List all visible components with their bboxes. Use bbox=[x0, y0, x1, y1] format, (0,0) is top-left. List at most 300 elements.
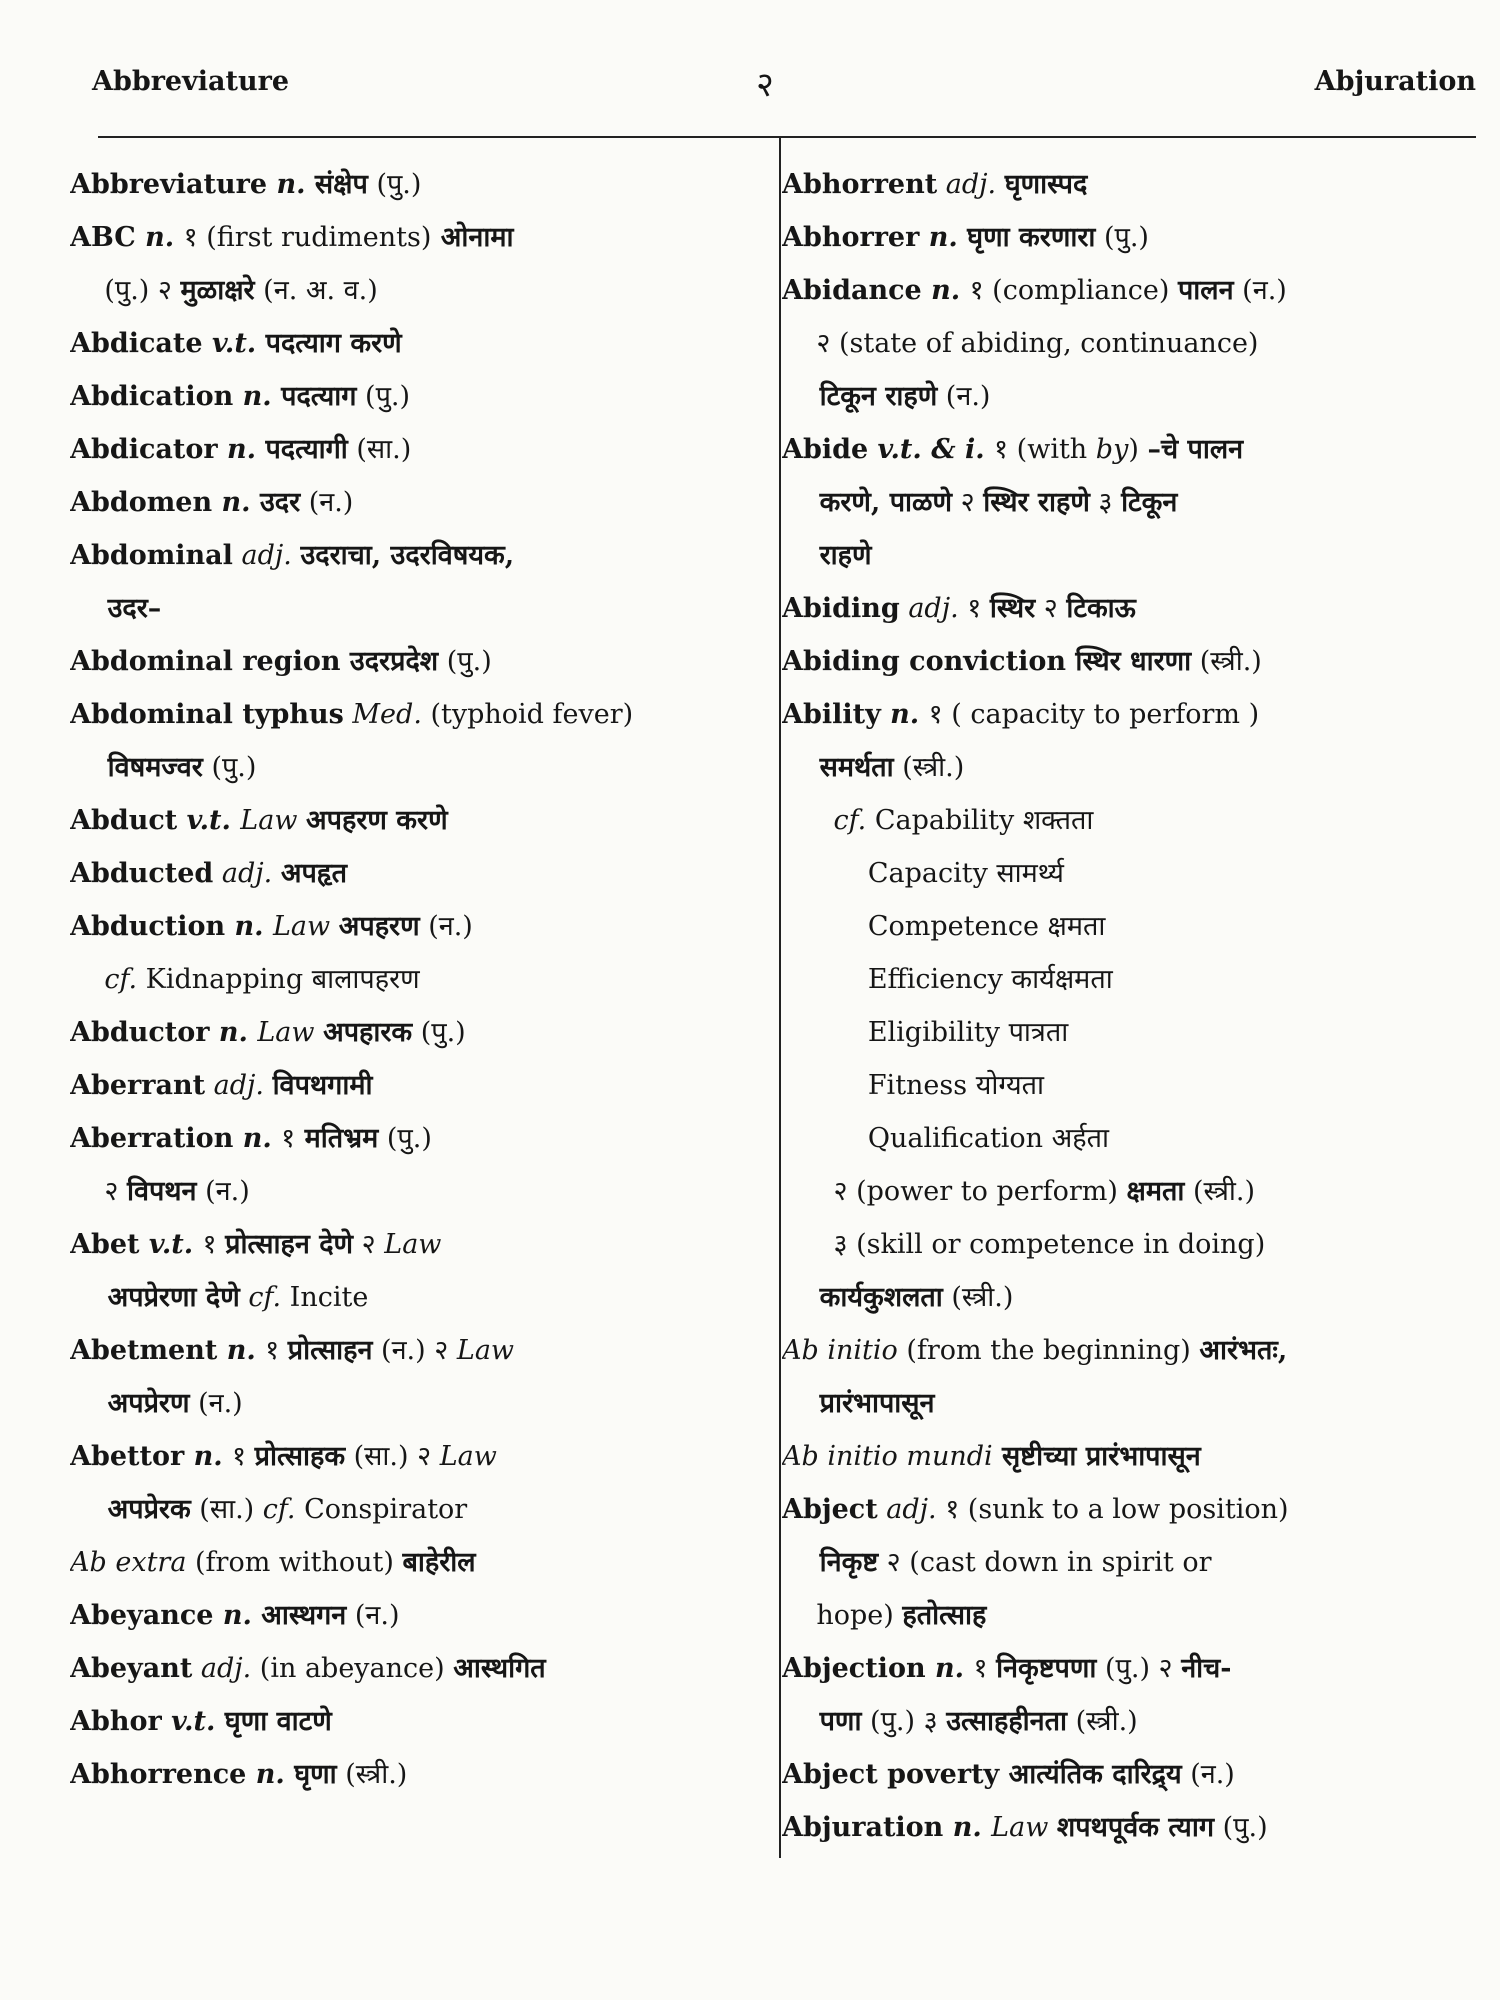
entry-segment: १ (sunk to a low position) bbox=[945, 1494, 1289, 1525]
entry-segment: n. bbox=[943, 1812, 992, 1843]
marathi-gloss: आस्थगन bbox=[261, 1600, 347, 1631]
entry-text bbox=[782, 317, 1258, 370]
entry-text bbox=[782, 900, 1105, 953]
entry-line bbox=[782, 1112, 1472, 1165]
entry-segment: n. bbox=[213, 1600, 262, 1631]
entry-text bbox=[782, 1006, 1068, 1059]
entry-segment: n. bbox=[233, 381, 282, 412]
entry-text bbox=[70, 1165, 250, 1218]
marathi-gloss: पदत्याग करणे bbox=[265, 328, 402, 359]
entry-line bbox=[782, 1430, 1472, 1483]
entry-segment: २ bbox=[70, 1176, 127, 1207]
entry-segment: (पु.) bbox=[367, 169, 422, 200]
marathi-gloss: अपप्रेरणा देणे bbox=[70, 1282, 240, 1313]
headword: Ability bbox=[782, 699, 881, 730]
entry-text bbox=[70, 953, 420, 1006]
entry-text bbox=[70, 1271, 368, 1324]
entry-segment: २ (power to perform) bbox=[782, 1176, 1127, 1207]
entry-segment: n. bbox=[212, 487, 260, 518]
marathi-gloss: नीच- bbox=[1181, 1653, 1232, 1684]
entry-text bbox=[782, 1536, 1211, 1589]
entry-line bbox=[782, 741, 1472, 794]
entry-line bbox=[782, 529, 1472, 582]
marathi-gloss: प्रारंभापासून bbox=[782, 1388, 935, 1419]
entry-text bbox=[70, 1642, 546, 1695]
entry-line bbox=[70, 900, 750, 953]
entry-line bbox=[782, 211, 1472, 264]
headword: Abdication bbox=[70, 381, 234, 412]
marathi-gloss: घृणा वाटणे bbox=[224, 1706, 332, 1737]
entry-segment: (न.) bbox=[346, 1600, 400, 1631]
entry-text bbox=[782, 370, 990, 423]
marathi-gloss: आस्थगित bbox=[453, 1653, 546, 1684]
headword: Abetment bbox=[70, 1335, 218, 1366]
entry-segment: १ ( capacity to perform ) bbox=[928, 699, 1260, 730]
entry-segment: (पु.) २ bbox=[1096, 1653, 1182, 1684]
entry-text bbox=[70, 688, 633, 741]
marathi-gloss: स्थिर धारणा bbox=[1065, 646, 1192, 677]
headword: Abettor bbox=[70, 1441, 185, 1472]
headword: Abbreviature bbox=[70, 169, 268, 200]
entry-text bbox=[70, 158, 421, 211]
entry-line bbox=[782, 582, 1472, 635]
entry-segment: hope) bbox=[782, 1600, 903, 1631]
entry-segment: n. bbox=[921, 275, 970, 306]
entry-segment: v.t. bbox=[177, 805, 241, 836]
entry-text bbox=[70, 1748, 407, 1801]
entry-line bbox=[70, 1165, 750, 1218]
headword: Abdomen bbox=[70, 487, 213, 518]
marathi-gloss: सृष्टीच्या प्रारंभापासून bbox=[992, 1441, 1201, 1472]
entry-line bbox=[70, 1271, 750, 1324]
entry-text bbox=[70, 264, 378, 317]
entry-text bbox=[782, 794, 1093, 847]
entry-segment: ३ (skill or competence in doing) bbox=[782, 1229, 1266, 1260]
marathi-gloss: कार्यकुशलता bbox=[782, 1282, 943, 1313]
entry-text bbox=[782, 1430, 1201, 1483]
entry-segment: Med. bbox=[343, 699, 431, 730]
entry-segment: (स्त्री.) bbox=[893, 752, 965, 783]
entry-text bbox=[782, 847, 1064, 900]
marathi-gloss: विषमज्वर bbox=[70, 752, 203, 783]
entry-segment: १ (first rudiments) bbox=[183, 222, 432, 253]
entry-line bbox=[782, 635, 1472, 688]
entry-text bbox=[782, 264, 1287, 317]
entry-line bbox=[782, 900, 1472, 953]
entry-text bbox=[782, 1801, 1268, 1854]
entry-text bbox=[70, 1430, 497, 1483]
entry-text bbox=[70, 635, 492, 688]
entry-text bbox=[70, 1377, 243, 1430]
entry-text bbox=[782, 1589, 986, 1642]
entry-segment: १ (with bbox=[994, 434, 1096, 465]
entry-line bbox=[782, 1324, 1472, 1377]
entry-text bbox=[70, 317, 402, 370]
entry-segment: (पु.) bbox=[202, 752, 257, 783]
running-head-left: Abbreviature bbox=[92, 66, 290, 97]
entry-segment: Efficiency कार्यक्षमता bbox=[782, 964, 1113, 995]
entry-text bbox=[70, 423, 411, 476]
entry-segment: (पु.) bbox=[1095, 222, 1149, 253]
entry-line bbox=[70, 1324, 750, 1377]
headword: Abet bbox=[70, 1229, 140, 1260]
entry-segment: १ bbox=[967, 593, 990, 624]
entry-segment: (पु.) bbox=[412, 1017, 466, 1048]
marathi-gloss: निकृष्ट bbox=[782, 1547, 879, 1578]
entry-segment: २ (cast down in spirit or bbox=[878, 1547, 1212, 1578]
entry-line bbox=[70, 1642, 750, 1695]
marathi-gloss: पणा bbox=[782, 1706, 862, 1737]
entry-line bbox=[70, 1695, 750, 1748]
marathi-gloss: स्थिर राहणे bbox=[983, 487, 1090, 518]
marathi-gloss: समर्थता bbox=[782, 752, 894, 783]
marathi-gloss: क्षमता bbox=[1126, 1176, 1185, 1207]
entry-segment: Law bbox=[991, 1812, 1057, 1843]
entry-line bbox=[782, 1218, 1472, 1271]
entry-line bbox=[70, 1006, 750, 1059]
entry-line bbox=[70, 1536, 750, 1589]
headword: Abdominal typhus bbox=[70, 699, 344, 730]
entry-line bbox=[70, 1059, 750, 1112]
entry-segment: २ bbox=[1035, 593, 1067, 624]
marathi-gloss: राहणे bbox=[782, 540, 872, 571]
marathi-gloss: उदरप्रदेश bbox=[340, 646, 439, 677]
marathi-gloss: विपथगामी bbox=[272, 1070, 373, 1101]
entry-segment: (from the beginning) bbox=[897, 1335, 1200, 1366]
entry-text bbox=[70, 1059, 373, 1112]
entry-text bbox=[782, 1112, 1109, 1165]
entry-segment: n. bbox=[246, 1759, 295, 1790]
entry-segment: (स्त्री.) bbox=[1067, 1706, 1138, 1737]
entry-line bbox=[782, 688, 1472, 741]
entry-line bbox=[782, 953, 1472, 1006]
marathi-gloss: अपहरण करणे bbox=[306, 805, 448, 836]
marathi-gloss: विपथन bbox=[126, 1176, 197, 1207]
headword: Abeyant bbox=[70, 1653, 193, 1684]
column-divider bbox=[779, 138, 781, 1858]
entry-segment: Qualification अर्हता bbox=[782, 1123, 1110, 1154]
entry-line bbox=[782, 1589, 1472, 1642]
marathi-gloss: निकृष्टपणा bbox=[996, 1653, 1097, 1684]
marathi-gloss: अपहृत bbox=[280, 858, 348, 889]
entry-segment: Law bbox=[257, 1017, 324, 1048]
entry-segment: Law bbox=[240, 805, 307, 836]
headword: Abduction bbox=[70, 911, 226, 942]
marathi-gloss: अपप्रेरक bbox=[70, 1494, 191, 1525]
entry-line bbox=[70, 582, 750, 635]
entry-text bbox=[782, 688, 1259, 741]
headword: Abdicator bbox=[70, 434, 218, 465]
entry-segment: २ bbox=[952, 487, 984, 518]
entry-line bbox=[70, 1748, 750, 1801]
entry-segment: by bbox=[1095, 434, 1129, 465]
entry-segment: Competence क्षमता bbox=[782, 911, 1106, 942]
entry-segment: १ bbox=[265, 1335, 288, 1366]
entry-line bbox=[70, 317, 750, 370]
entry-text bbox=[70, 741, 256, 794]
entry-segment: adj. bbox=[192, 1653, 260, 1684]
running-head-right: Abjuration bbox=[1314, 66, 1476, 97]
headword: ABC bbox=[70, 222, 136, 253]
entry-segment: n. bbox=[135, 222, 184, 253]
headword: Abject bbox=[782, 1494, 878, 1525]
entry-segment: १ (compliance) bbox=[969, 275, 1178, 306]
marathi-gloss: अपहारक bbox=[323, 1017, 413, 1048]
headword: Abdominal bbox=[70, 540, 233, 571]
entry-segment: (न.) bbox=[937, 381, 991, 412]
entry-segment: २ bbox=[353, 1229, 385, 1260]
entry-segment: cf. bbox=[70, 964, 146, 995]
entry-line bbox=[70, 1218, 750, 1271]
entry-line bbox=[70, 1112, 750, 1165]
entry-line bbox=[782, 423, 1472, 476]
entry-text bbox=[70, 1112, 432, 1165]
entry-segment: cf. bbox=[239, 1282, 290, 1313]
marathi-gloss: आत्यंतिक दारिद्र्य bbox=[999, 1759, 1182, 1790]
marathi-gloss: मतिभ्रम bbox=[295, 1123, 379, 1154]
entry-segment: (न.) २ bbox=[372, 1335, 457, 1366]
marathi-gloss: बाहेरील bbox=[402, 1547, 476, 1578]
entry-text bbox=[782, 1059, 1044, 1112]
entry-line bbox=[782, 1059, 1472, 1112]
entry-segment: Kidnapping बालापहरण bbox=[145, 964, 420, 995]
marathi-gloss: प्रोत्साहन bbox=[287, 1335, 373, 1366]
entry-text bbox=[782, 1748, 1235, 1801]
entry-line bbox=[70, 423, 750, 476]
entry-text bbox=[70, 370, 410, 423]
entry-segment: Ab initio bbox=[782, 1335, 898, 1366]
entry-segment: २ (state of abiding, continuance) bbox=[782, 328, 1259, 359]
entry-segment: Conspirator bbox=[304, 1494, 468, 1525]
entry-text bbox=[70, 211, 514, 264]
marathi-gloss: उदराचा, उदरविषयक, bbox=[300, 540, 515, 571]
entry-line bbox=[70, 264, 750, 317]
marathi-gloss: पालन bbox=[1177, 275, 1234, 306]
entry-line bbox=[782, 847, 1472, 900]
entry-line bbox=[70, 1589, 750, 1642]
entry-segment: (न.) bbox=[196, 1176, 250, 1207]
entry-line bbox=[70, 1377, 750, 1430]
left-column bbox=[70, 158, 750, 1801]
headword: Abjection bbox=[782, 1653, 926, 1684]
entry-line bbox=[782, 1536, 1472, 1589]
entry-text bbox=[70, 900, 473, 953]
entry-text bbox=[782, 211, 1149, 264]
entry-line bbox=[70, 1483, 750, 1536]
entry-segment: Law bbox=[439, 1441, 497, 1472]
entry-segment: (सा.) २ bbox=[345, 1441, 440, 1472]
entry-segment: Ab extra bbox=[70, 1547, 187, 1578]
entry-segment: (न.) bbox=[189, 1388, 243, 1419]
entry-text bbox=[70, 794, 448, 847]
entry-segment: Law bbox=[456, 1335, 515, 1366]
entry-segment: Capacity सामर्थ्य bbox=[782, 858, 1064, 889]
headword: Aberration bbox=[70, 1123, 234, 1154]
entry-line bbox=[782, 1165, 1472, 1218]
entry-segment: (typhoid fever) bbox=[430, 699, 634, 730]
entry-segment: (स्त्री.) bbox=[1191, 646, 1262, 677]
entry-segment: (न.) bbox=[1181, 1759, 1235, 1790]
entry-segment: n. bbox=[233, 1123, 282, 1154]
entry-segment: (पु.) bbox=[1214, 1812, 1268, 1843]
marathi-gloss: संक्षेप bbox=[314, 169, 368, 200]
entry-segment: (from without) bbox=[186, 1547, 403, 1578]
entry-line bbox=[70, 794, 750, 847]
marathi-gloss: घृणा करणारा bbox=[967, 222, 1096, 253]
entry-segment: (पु.) bbox=[378, 1123, 432, 1154]
entry-segment: n. bbox=[217, 1335, 266, 1366]
entry-text bbox=[70, 1536, 476, 1589]
entry-segment: Fitness योग्यता bbox=[782, 1070, 1044, 1101]
marathi-gloss: आरंभतः, bbox=[1199, 1335, 1288, 1366]
headword: Abeyance bbox=[70, 1600, 214, 1631]
entry-line bbox=[782, 1748, 1472, 1801]
entry-line bbox=[70, 158, 750, 211]
entry-text bbox=[782, 1165, 1255, 1218]
entry-segment: ) bbox=[1128, 434, 1148, 465]
marathi-gloss: ओनामा bbox=[431, 222, 514, 253]
headword: Abiding conviction bbox=[782, 646, 1066, 677]
entry-segment: (न.) bbox=[300, 487, 354, 518]
marathi-gloss: टिकून bbox=[1121, 487, 1178, 518]
entry-text bbox=[782, 529, 872, 582]
entry-text bbox=[782, 1642, 1232, 1695]
entry-line bbox=[782, 370, 1472, 423]
entry-text bbox=[782, 1377, 935, 1430]
entry-text bbox=[70, 1483, 467, 1536]
entry-text bbox=[782, 476, 1177, 529]
entry-segment: adj. bbox=[899, 593, 968, 624]
entry-segment: adj. bbox=[205, 1070, 273, 1101]
headword: Abhorrent bbox=[782, 169, 938, 200]
headword: Abhorrence bbox=[70, 1759, 247, 1790]
headword: Abide bbox=[782, 434, 869, 465]
entry-segment: (पु.) bbox=[438, 646, 492, 677]
entry-line bbox=[782, 1695, 1472, 1748]
right-column bbox=[782, 158, 1472, 1854]
marathi-gloss: घृणा bbox=[294, 1759, 337, 1790]
entry-text bbox=[70, 582, 161, 635]
entry-line bbox=[782, 1642, 1472, 1695]
marathi-gloss: शपथपूर्वक त्याग bbox=[1056, 1812, 1215, 1843]
headword: Abductor bbox=[70, 1017, 210, 1048]
entry-line bbox=[782, 1483, 1472, 1536]
entry-line bbox=[70, 476, 750, 529]
headword: Abdominal region bbox=[70, 646, 341, 677]
headword: Abhor bbox=[70, 1706, 162, 1737]
entry-segment: Law bbox=[384, 1229, 442, 1260]
entry-line bbox=[782, 476, 1472, 529]
entry-line bbox=[782, 794, 1472, 847]
entry-segment: (स्त्री.) bbox=[1184, 1176, 1256, 1207]
entry-text bbox=[782, 741, 964, 794]
marathi-gloss: हतोत्साह bbox=[902, 1600, 987, 1631]
entry-segment: adj. bbox=[877, 1494, 946, 1525]
entry-segment: १ bbox=[281, 1123, 296, 1154]
entry-text bbox=[70, 1589, 400, 1642]
entry-segment: १ bbox=[202, 1229, 226, 1260]
marathi-gloss: प्रोत्साहन देणे bbox=[225, 1229, 354, 1260]
marathi-gloss: पदत्यागी bbox=[265, 434, 348, 465]
entry-segment: cf. bbox=[782, 805, 875, 836]
marathi-gloss: उदर bbox=[259, 487, 301, 518]
entry-text bbox=[782, 1271, 1013, 1324]
entry-line bbox=[782, 317, 1472, 370]
entry-text bbox=[782, 423, 1243, 476]
entry-segment: (पु.) bbox=[356, 381, 411, 412]
headword: Abdicate bbox=[70, 328, 203, 359]
entry-segment: (स्त्री.) bbox=[336, 1759, 408, 1790]
entry-line bbox=[782, 1377, 1472, 1430]
entry-line bbox=[782, 158, 1472, 211]
entry-text bbox=[70, 476, 353, 529]
entry-text bbox=[782, 582, 1136, 635]
headword: Abject poverty bbox=[782, 1759, 1000, 1790]
entry-segment: adj. bbox=[937, 169, 1005, 200]
headword: Abduct bbox=[70, 805, 178, 836]
marathi-gloss: टिकून राहणे bbox=[782, 381, 938, 412]
entry-segment: n. bbox=[217, 434, 266, 465]
headword: Aberrant bbox=[70, 1070, 206, 1101]
marathi-gloss: पदत्याग bbox=[281, 381, 357, 412]
entry-segment: v.t. & i. bbox=[868, 434, 995, 465]
entry-segment: n. bbox=[225, 911, 273, 942]
marathi-gloss: –चे पालन bbox=[1147, 434, 1244, 465]
header-rule bbox=[98, 136, 1476, 138]
entry-segment: (न.) bbox=[1233, 275, 1287, 306]
entry-segment: n. bbox=[184, 1441, 233, 1472]
entry-segment: Eligibility पात्रता bbox=[782, 1017, 1069, 1048]
entry-text bbox=[70, 847, 347, 900]
marathi-gloss: मुळाक्षरे bbox=[180, 275, 255, 306]
marathi-gloss: उत्साहहीनता bbox=[946, 1706, 1068, 1737]
marathi-gloss: अपहरण bbox=[338, 911, 420, 942]
entry-segment: v.t. bbox=[139, 1229, 203, 1260]
marathi-gloss: प्रोत्साहक bbox=[254, 1441, 346, 1472]
entry-line bbox=[782, 1271, 1472, 1324]
entry-text bbox=[70, 529, 514, 582]
marathi-gloss: स्थिर bbox=[989, 593, 1036, 624]
marathi-gloss: करणे, पाळणे bbox=[782, 487, 953, 518]
entry-segment: Capability शक्तता bbox=[874, 805, 1094, 836]
entry-text bbox=[782, 1483, 1289, 1536]
entry-segment: adj. bbox=[232, 540, 301, 571]
entry-segment: n. bbox=[880, 699, 929, 730]
entry-line bbox=[70, 847, 750, 900]
marathi-gloss: घृणास्पद bbox=[1004, 169, 1088, 200]
headword: Abiding bbox=[782, 593, 900, 624]
entry-text bbox=[70, 1218, 441, 1271]
entry-text bbox=[70, 1006, 466, 1059]
marathi-gloss: उदर– bbox=[70, 593, 162, 624]
headword: Abducted bbox=[70, 858, 214, 889]
headword: Abhorrer bbox=[782, 222, 920, 253]
entry-line bbox=[782, 1801, 1472, 1854]
entry-segment: adj. bbox=[213, 858, 281, 889]
entry-line bbox=[70, 1430, 750, 1483]
entry-line bbox=[70, 211, 750, 264]
entry-segment: १ bbox=[973, 1653, 997, 1684]
entry-segment: n. bbox=[919, 222, 968, 253]
entry-line bbox=[70, 635, 750, 688]
entry-text bbox=[782, 158, 1087, 211]
entry-text bbox=[70, 1695, 332, 1748]
entry-line bbox=[782, 264, 1472, 317]
headword: Abidance bbox=[782, 275, 922, 306]
marathi-gloss: अपप्रेरण bbox=[70, 1388, 190, 1419]
entry-text bbox=[782, 635, 1262, 688]
entry-line bbox=[70, 370, 750, 423]
